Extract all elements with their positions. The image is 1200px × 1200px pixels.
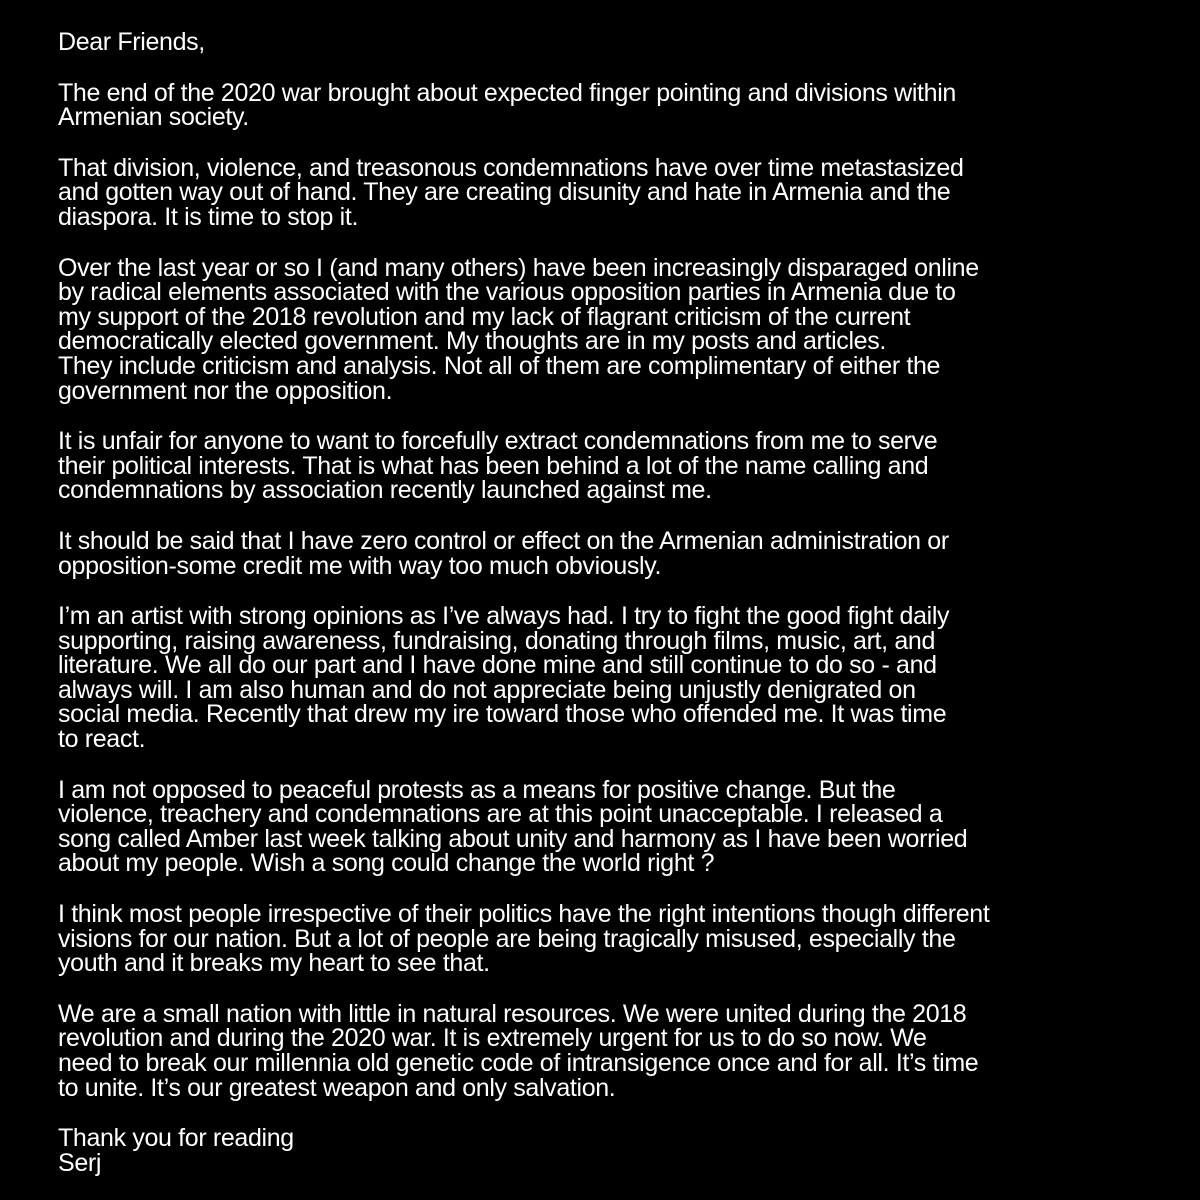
text-line: I think most people irrespective of their politics have the right intentions though different	[58, 900, 990, 929]
text-line: song called Amber last week talking about unity and harmony as I have been worried	[58, 824, 968, 853]
text-line: Armenian society.	[58, 103, 249, 132]
text-line: That division, violence, and treasonous condemnations have over time metastasized	[58, 153, 964, 182]
paragraph-peaceful-protests	[58, 775, 1183, 878]
text-line: democratically elected government. My thoughts are in my posts and articles.	[58, 327, 886, 356]
greeting	[58, 30, 1183, 55]
text-line: I’m an artist with strong opinions as I’ve always had. I try to fight the good fight daily	[58, 602, 950, 631]
paragraph-small-nation	[58, 999, 1183, 1102]
text-line: to unite. It’s our greatest weapon and only salvation.	[58, 1073, 616, 1102]
text-line: Over the last year or so I (and many others) have been increasingly disparaged online	[58, 253, 979, 282]
text-line: and gotten way out of hand. They are creating disunity and hate in Armenia and the	[58, 178, 951, 207]
text-line: It is unfair for anyone to want to forcefully extract condemnations from me to serve	[58, 427, 938, 456]
text-line: supporting, raising awareness, fundraising, donating through films, music, art, and	[58, 626, 935, 655]
text-line: violence, treachery and condemnations are at this point unacceptable. I released a	[58, 800, 943, 829]
text-line: visions for our nation. But a lot of people are being tragically misused, especially the	[58, 924, 956, 953]
paragraph-disparaged-online	[58, 253, 1183, 405]
paragraph-artist	[58, 604, 1183, 752]
paragraph-intentions	[58, 902, 1183, 976]
paragraph-zero-control	[58, 526, 1183, 580]
text-line: They include criticism and analysis. Not all of them are complimentary of either the	[58, 351, 941, 380]
text-line: condemnations by association recently launched against me.	[58, 476, 712, 505]
text-line: social media. Recently that drew my ire toward those who offended me. It was time	[58, 700, 947, 729]
text-line: diaspora. It is time to stop it.	[58, 202, 359, 231]
text-line: always will. I am also human and do not appreciate being unjustly denigrated on	[58, 675, 916, 704]
greeting-line: Dear Friends,	[58, 28, 205, 56]
text-line: youth and it breaks my heart to see that.	[58, 949, 490, 978]
paragraph-condemnations	[58, 429, 1183, 503]
text-line: I am not opposed to peaceful protests as a means for positive change. But the	[58, 775, 896, 804]
text-line: government nor the opposition.	[58, 376, 393, 405]
paragraph-war-divisions	[58, 78, 1183, 132]
closing-line: Thank you for reading	[58, 1124, 294, 1153]
text-line: to react.	[58, 725, 146, 754]
text-line: need to break our millennia old genetic code of intransigence once and for all. It’s time	[58, 1049, 979, 1077]
signature: Serj	[58, 1148, 102, 1177]
text-line: revolution and during the 2020 war. It is extremely urgent for us to do so now. We	[58, 1024, 927, 1053]
text-line: by radical elements associated with the various opposition parties in Armenia due to	[58, 278, 956, 307]
text-line: their political interests. That is what has been behind a lot of the name calling and	[58, 451, 929, 480]
paragraph-stop-division	[58, 153, 1183, 231]
text-line: We are a small nation with little in natural resources. We were united during the 2018	[58, 999, 967, 1028]
text-line: literature. We all do our part and I have done mine and still continue to do so - and	[58, 651, 937, 680]
text-line: It should be said that I have zero control or effect on the Armenian administration or	[58, 526, 949, 555]
text-line: The end of the 2020 war brought about expected finger pointing and divisions within	[58, 78, 956, 107]
letter-body	[58, 30, 1183, 1175]
text-line: my support of the 2018 revolution and my lack of flagrant criticism of the current	[58, 302, 911, 331]
text-line: about my people. Wish a song could change the world right ?	[58, 849, 715, 878]
closing	[58, 1126, 1183, 1175]
text-line: opposition-some credit me with way too much obviously.	[58, 551, 662, 580]
